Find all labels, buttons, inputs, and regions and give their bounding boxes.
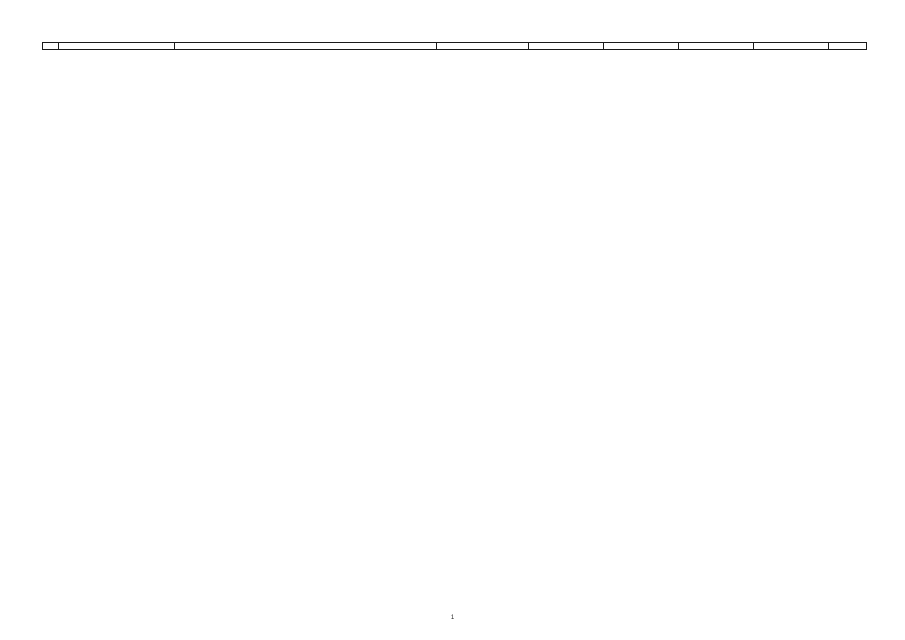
- table-cell: [829, 43, 867, 50]
- table-body: [43, 43, 867, 50]
- data-table: [42, 42, 867, 50]
- table-cell: [437, 43, 529, 50]
- page-number: 1: [450, 615, 455, 621]
- table-cell: [175, 43, 437, 50]
- table-cell: [59, 43, 175, 50]
- table-cell: [679, 43, 754, 50]
- table-cell: [529, 43, 604, 50]
- table-row: [43, 43, 867, 50]
- table-cell: [604, 43, 679, 50]
- table-cell: [754, 43, 829, 50]
- table-cell: [43, 43, 59, 50]
